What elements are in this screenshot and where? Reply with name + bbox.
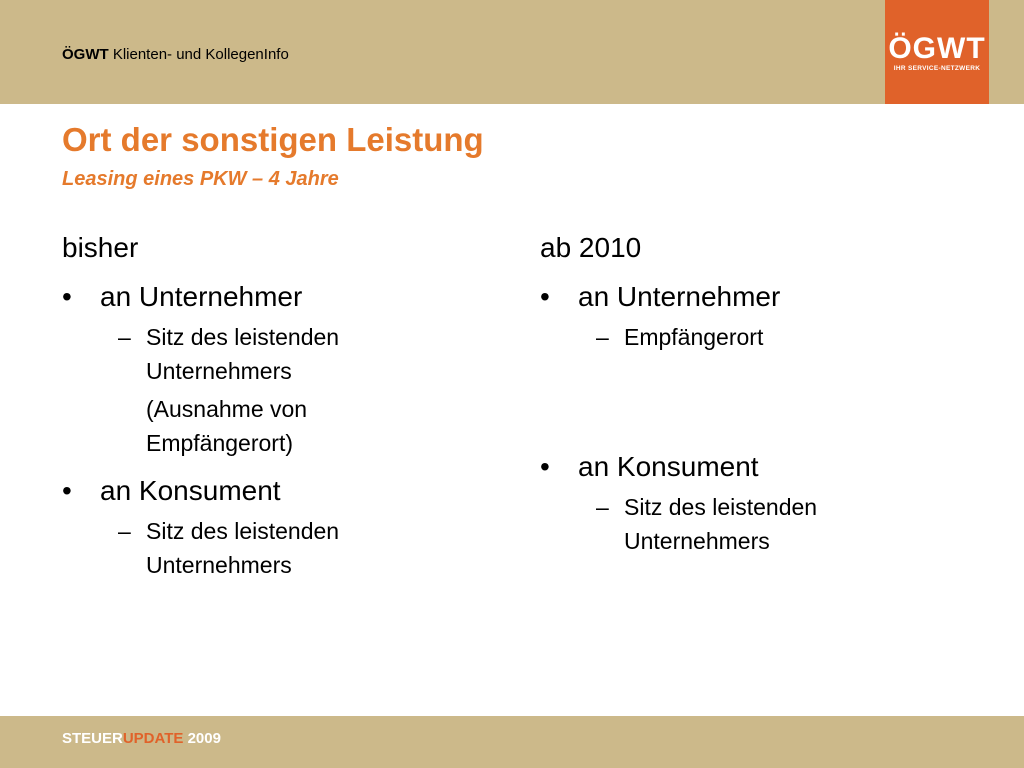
left-sub-2 [62,514,482,582]
right-sub-1 [540,320,980,354]
right-bullet-2 [540,450,980,484]
bullet-mark: • [62,475,72,506]
slide-subtitle: Leasing eines PKW – 4 Jahre [62,168,339,190]
logo-main-text: ÖGWT [888,32,986,65]
left-sub-1-note [62,392,482,460]
left-bullet-2-text: an Konsument [100,475,281,506]
logo-sub-text: IHR SERVICE-NETZWERK [893,65,981,72]
dash-mark: – [118,324,131,350]
bullet-mark: • [62,281,72,312]
left-sub-1-note-line2: Empfängerort) [146,430,294,456]
footer-steuer: STEUER [62,730,123,747]
footer-band [0,716,1024,768]
left-sub-1-line1: Sitz des leistenden [146,324,340,350]
footer-update: UPDATE [122,730,184,747]
right-sub-2 [540,490,980,558]
dash-mark: – [596,494,609,520]
left-heading: bisher [62,232,139,263]
left-sub-1-line2: Unternehmers [146,358,292,384]
dash-mark: – [596,324,609,350]
left-sub-2-line1: Sitz des leistenden [146,518,340,544]
header-brand: ÖGWT [62,46,109,63]
footer-year: 2009 [183,730,221,747]
bullet-mark: • [540,451,550,482]
dash-mark: – [118,518,131,544]
right-sub-2-line1: Sitz des leistenden [624,494,818,520]
left-bullet-1-text: an Unternehmer [100,281,303,312]
footer-text [62,730,221,747]
left-sub-1 [62,320,482,388]
right-sub-1-text: Empfängerort [624,324,764,350]
slide-title: Ort der sonstigen Leistung [62,121,484,158]
right-heading: ab 2010 [540,232,642,263]
left-bullet-2 [62,474,482,508]
spacer [540,354,980,436]
left-column [62,230,482,582]
left-sub-1-note-line1: (Ausnahme von [146,396,308,422]
right-bullet-1 [540,280,980,314]
left-bullet-1 [62,280,482,314]
header-text [62,46,289,63]
header-band [0,0,1024,104]
bullet-mark: • [540,281,550,312]
ogwt-logo [885,0,989,104]
header-caption: Klienten- und KollegenInfo [112,46,289,63]
left-sub-2-line2: Unternehmers [146,552,292,578]
right-bullet-1-text: an Unternehmer [578,281,781,312]
right-column [540,230,980,558]
right-bullet-2-text: an Konsument [578,451,759,482]
right-sub-2-line2: Unternehmers [624,528,770,554]
